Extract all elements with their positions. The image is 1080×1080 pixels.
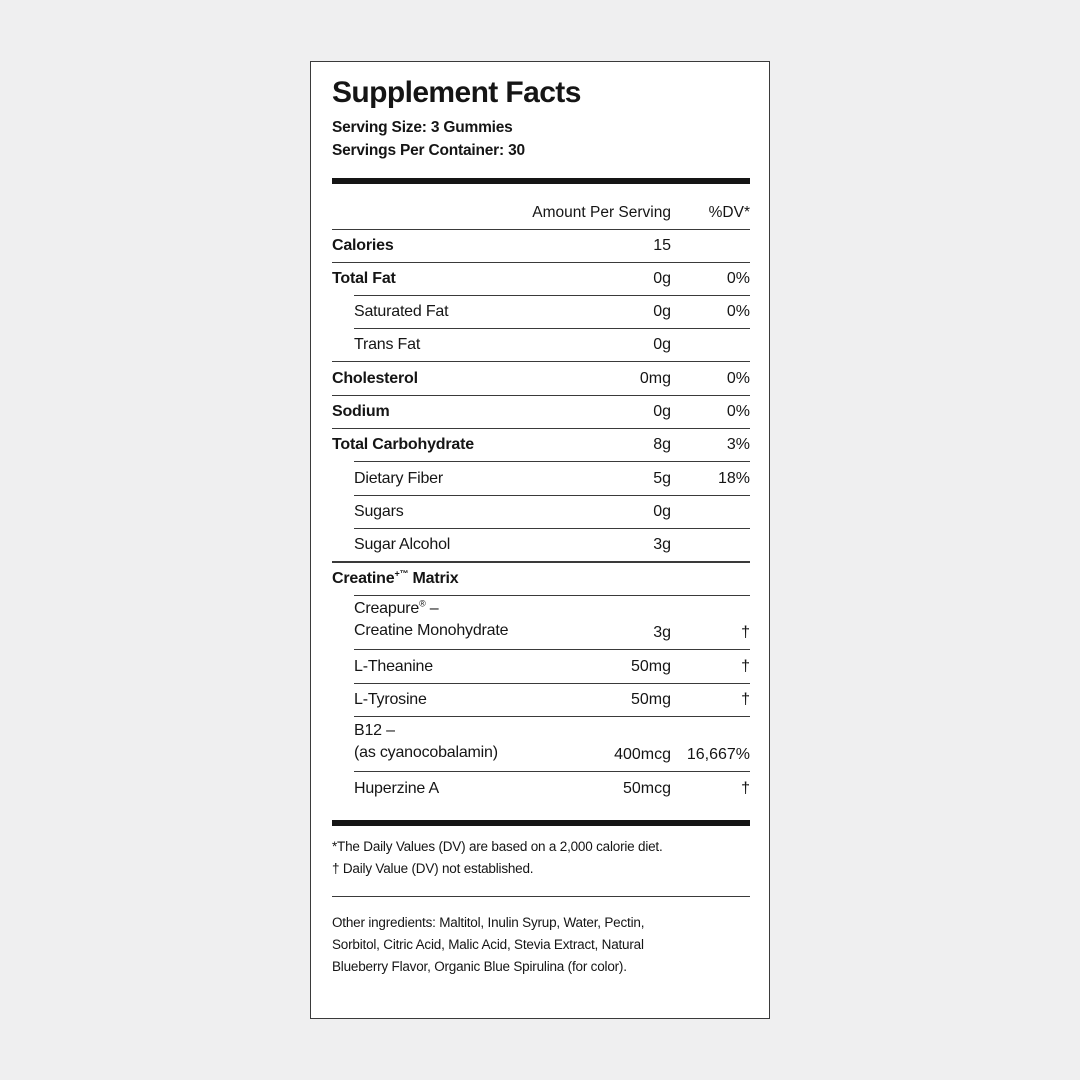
- other-ingredients: [332, 912, 750, 978]
- nutrient-name: Saturated Fat: [354, 303, 449, 320]
- nutrient-name: Sugar Alcohol: [354, 536, 451, 553]
- nutrient-amount: 3g: [653, 624, 671, 641]
- serving-size: Serving Size: 3 Gummies: [332, 119, 513, 136]
- row-total-fat: [332, 262, 750, 295]
- row-sodium: [332, 395, 750, 428]
- ingredients-line: Blueberry Flavor, Organic Blue Spirulina (for color).: [332, 959, 627, 974]
- row-dietary-fiber: [332, 461, 750, 495]
- nutrient-amount: 50mg: [630, 658, 671, 675]
- nutrient-name: Total Fat: [332, 270, 396, 287]
- nutrient-name: Sugars: [354, 503, 404, 520]
- column-header-row: [332, 192, 750, 229]
- row-huperzine-a: [332, 771, 750, 805]
- row-total-carbohydrate: [332, 428, 750, 461]
- nutrient-name: L-Theanine: [354, 658, 433, 675]
- nutrient-dv: 0%: [726, 303, 750, 320]
- matrix-name: Creatine+™ Matrix: [332, 568, 459, 587]
- row-sugar-alcohol: [332, 528, 750, 561]
- nutrient-dv: †: [741, 624, 750, 641]
- dv-footnote: *The Daily Values (DV) are based on a 2,000 calorie diet.: [332, 839, 663, 854]
- nutrient-name: Huperzine A: [354, 780, 439, 797]
- thick-divider-bottom: [332, 820, 750, 826]
- nutrient-amount: 0g: [653, 336, 671, 353]
- nutrient-dv: †: [741, 780, 750, 797]
- nutrient-name: Sodium: [332, 403, 390, 420]
- row-l-theanine: [332, 649, 750, 683]
- row-saturated-fat: [332, 295, 750, 328]
- servings-per-container: Servings Per Container: 30: [332, 142, 525, 159]
- nutrient-dv: 0%: [726, 270, 750, 287]
- nutrient-amount: 0g: [653, 403, 671, 420]
- nutrient-dv: 0%: [726, 403, 750, 420]
- row-trans-fat: [332, 328, 750, 361]
- row-sugars: [332, 495, 750, 528]
- nutrient-dv: 0%: [726, 370, 750, 387]
- nutrient-dv: 18%: [717, 470, 750, 487]
- supplement-facts-label: [310, 61, 770, 1019]
- nutrient-name: Dietary Fiber: [354, 470, 443, 487]
- nutrient-name: Calories: [332, 237, 394, 254]
- nutrient-name: L-Tyrosine: [354, 691, 427, 708]
- nutrient-name: Trans Fat: [354, 336, 421, 353]
- nutrient-amount: 5g: [653, 470, 671, 487]
- nutrient-dv: †: [741, 691, 750, 708]
- label-title: Supplement Facts: [332, 76, 581, 109]
- ingredients-line: Sorbitol, Citric Acid, Malic Acid, Stevia Extract, Natural: [332, 937, 644, 952]
- nutrient-amount: 0g: [653, 303, 671, 320]
- ingredients-line: Other ingredients: Maltitol, Inulin Syrup, Water, Pectin,: [332, 915, 645, 930]
- row-cholesterol: [332, 361, 750, 395]
- nutrient-amount: 50mcg: [622, 780, 671, 797]
- nutrient-amount: 0mg: [639, 370, 671, 387]
- nutrient-amount: 0g: [653, 270, 671, 287]
- nutrient-dv: 3%: [726, 436, 750, 453]
- row-creapure: [332, 595, 750, 649]
- row-creatine-matrix: [332, 561, 750, 595]
- footnote-divider: [332, 896, 750, 897]
- dagger-footnote: † Daily Value (DV) not established.: [332, 861, 534, 876]
- nutrient-amount: 3g: [653, 536, 671, 553]
- footnotes: [332, 836, 750, 880]
- row-l-tyrosine: [332, 683, 750, 716]
- row-calories: [332, 229, 750, 262]
- row-b12: [332, 716, 750, 771]
- nutrient-name: Cholesterol: [332, 370, 418, 387]
- nutrient-dv: †: [741, 658, 750, 675]
- nutrient-name: Total Carbohydrate: [332, 436, 474, 453]
- nutrient-dv: 16,667%: [686, 746, 750, 763]
- dv-header: %DV*: [708, 204, 750, 221]
- nutrient-name: B12 – (as cyanocobalamin): [354, 722, 498, 761]
- nutrient-amount: 15: [653, 237, 671, 254]
- amount-per-serving-header: Amount Per Serving: [532, 204, 671, 221]
- nutrient-amount: 0g: [653, 503, 671, 520]
- nutrient-amount: 50mg: [630, 691, 671, 708]
- thick-divider-top: [332, 178, 750, 184]
- nutrient-amount: 400mcg: [614, 746, 671, 763]
- nutrient-amount: 8g: [653, 436, 671, 453]
- nutrient-name: Creapure® – Creatine Monohydrate: [354, 598, 509, 639]
